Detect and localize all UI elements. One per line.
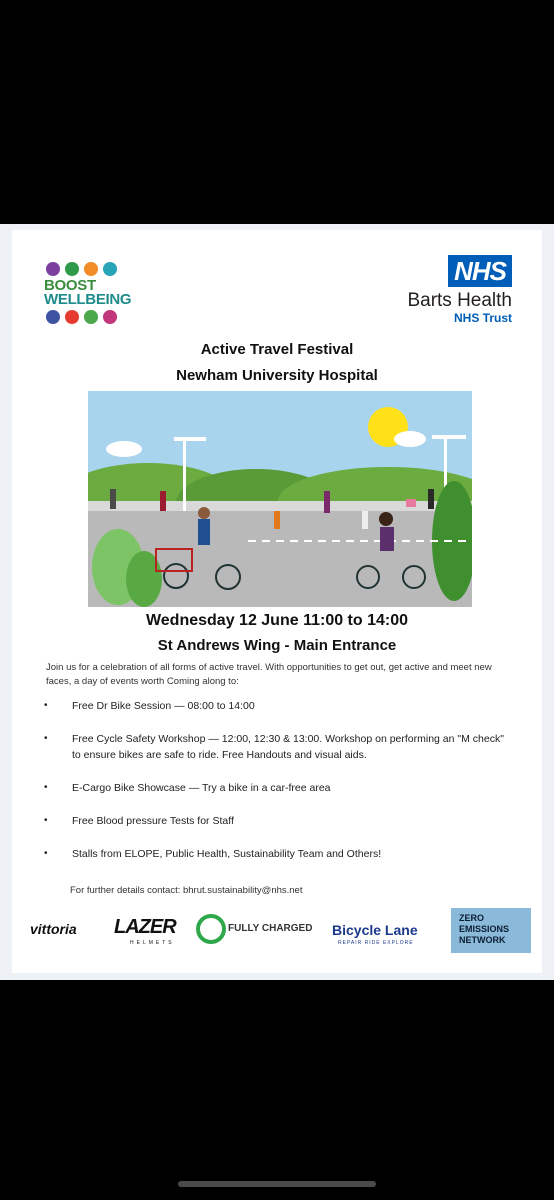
pram (406, 499, 416, 507)
list-item: • E-Cargo Bike Showcase — Try a bike in a car-free area (44, 780, 514, 796)
street-lamp (183, 439, 186, 511)
fully-charged-logo: FULLY CHARGED (228, 923, 313, 934)
list-item: • Free Blood pressure Tests for Staff (44, 813, 514, 829)
pedestrian (160, 491, 166, 511)
boost-line1: BOOST (44, 277, 96, 294)
vittoria-logo: vittoria (30, 921, 77, 937)
cyclist (198, 519, 210, 545)
list-item: • Stalls from ELOPE, Public Health, Sustainability Team and Others! (44, 846, 514, 862)
cloud-icon (106, 441, 142, 457)
boost-wordmark (44, 279, 132, 307)
event-date-time: Wednesday 12 June 11:00 to 14:00 (145, 612, 409, 629)
boost-wellbeing-logo (44, 262, 132, 338)
sponsor-logos (26, 908, 526, 956)
list-item: • Free Cycle Safety Workshop — 12:00, 12:30 & 13:00. Workshop on performing an "M check" to ensure bikes are safe to ride. Free Handouts and visual aids. (44, 731, 514, 763)
boost-icons-top (46, 262, 132, 276)
boost-icons-bottom (46, 310, 132, 324)
trust-label: NHS Trust (453, 311, 512, 325)
zero-emissions-logo (451, 908, 531, 953)
trust-name: Barts Health (407, 290, 512, 311)
cyclist (380, 527, 394, 551)
event-venue: Newham University Hospital (176, 367, 378, 384)
lazer-subtitle: HELMETS (130, 940, 175, 946)
nhs-logo (392, 255, 512, 325)
pedestrian (274, 511, 280, 529)
pedestrian (362, 511, 368, 529)
bicycle-lane-tagline: REPAIR RIDE EXPLORE (338, 940, 414, 946)
contact-details: For further details contact: bhrut.sustainability@nhs.net (70, 885, 303, 896)
cloud-icon (394, 431, 426, 447)
list-item: • Free Dr Bike Session — 08:00 to 14:00 (44, 698, 514, 714)
fully-charged-icon (196, 914, 226, 944)
bicycle-lane-logo: Bicycle Lane (332, 922, 418, 938)
event-location: St Andrews Wing - Main Entrance (157, 637, 397, 654)
pedestrian (110, 489, 116, 509)
lazer-logo: LAZER (114, 916, 176, 938)
pedestrian (324, 491, 330, 513)
home-indicator[interactable] (178, 1181, 376, 1187)
nhs-badge: NHS (448, 255, 512, 287)
event-title: Active Travel Festival (200, 341, 354, 358)
poster-sheet (12, 230, 542, 973)
poster-background (0, 224, 554, 980)
boost-line2: WELLBEING (44, 291, 132, 308)
pedestrian (428, 489, 434, 509)
active-travel-illustration (88, 391, 472, 607)
intro-text: Join us for a celebration of all forms of active travel. With opportunities to get out, get active and meet new faces, a day of events worth Coming along to: (46, 662, 492, 687)
activities-list (44, 698, 514, 879)
zero-emissions-text: ZERO EMISSIONS NETWORK (459, 913, 510, 945)
